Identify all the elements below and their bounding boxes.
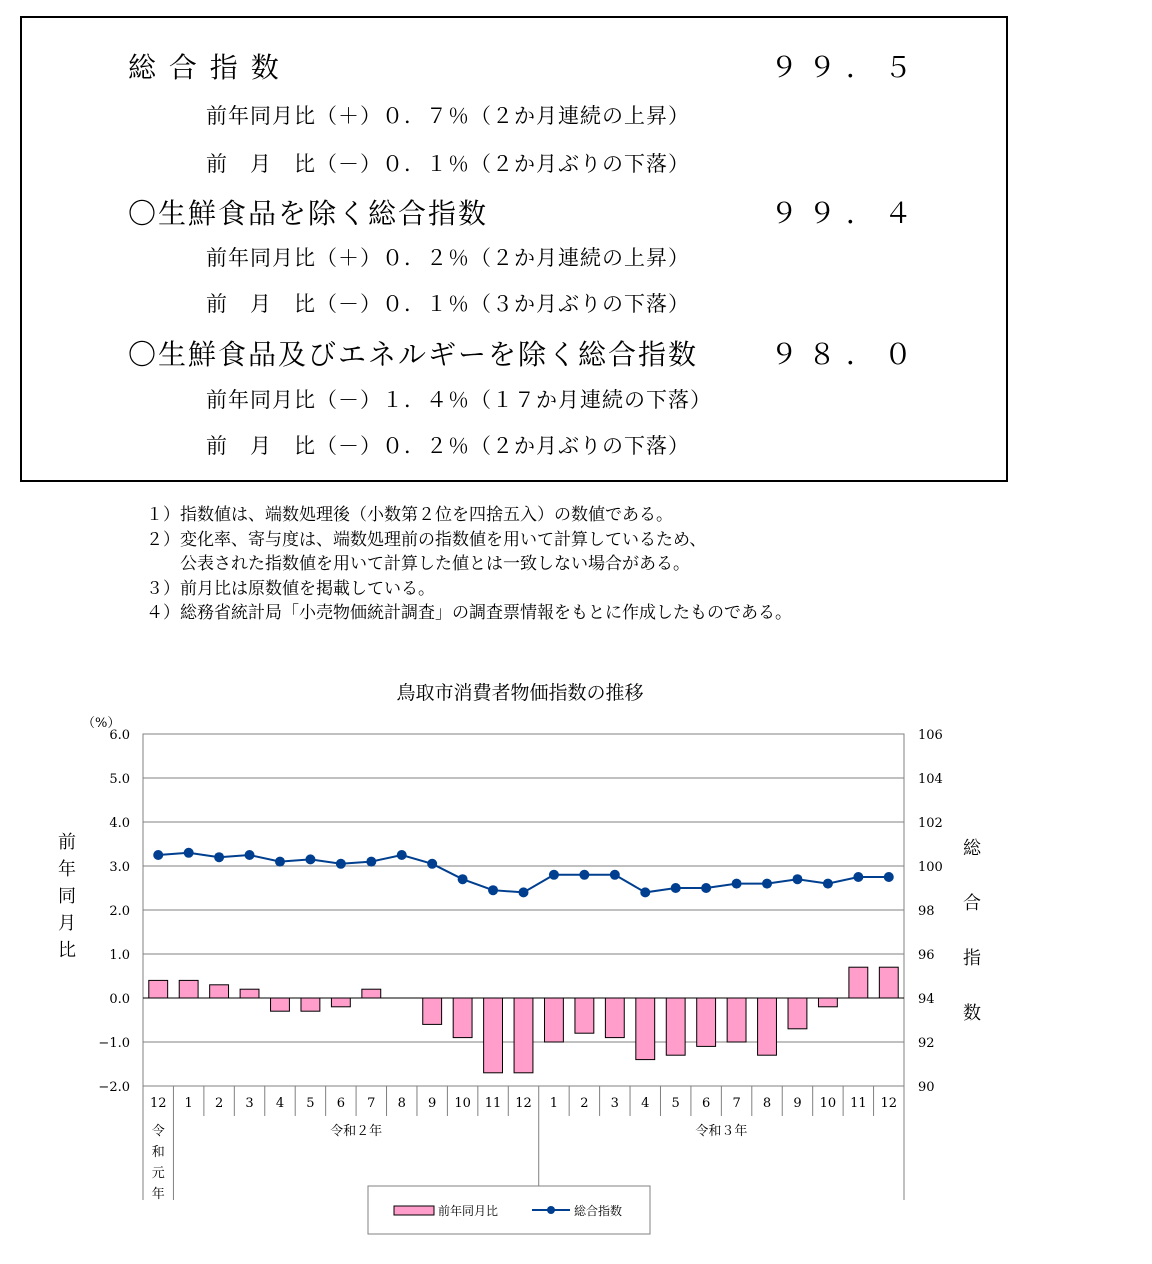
summary-value-1: ９９．５ (770, 51, 923, 84)
bar-yoy (727, 998, 746, 1042)
bar-yoy (271, 998, 290, 1011)
x-tick-label: 9 (428, 1096, 437, 1111)
point-cpi-index (732, 879, 742, 889)
x-tick-label: 11 (484, 1096, 502, 1111)
point-cpi-index (153, 850, 163, 860)
bar-yoy (879, 967, 898, 998)
x-tick-label: 9 (793, 1096, 802, 1111)
legend-label-index: 総合指数 (574, 1204, 623, 1218)
right-axis-label-char: 合 (963, 893, 981, 914)
left-axis-label-char: 同 (58, 886, 76, 907)
bar-yoy (605, 998, 624, 1038)
summary-mom-3: 前 月 比（－）０．２％（２か月ぶりの下落） (206, 434, 690, 458)
point-cpi-index (549, 870, 559, 880)
right-tick-label: 90 (918, 1080, 935, 1095)
right-tick-label: 98 (918, 904, 935, 919)
left-tick-label: 6.0 (109, 728, 130, 743)
left-tick-label: 3.0 (109, 860, 130, 875)
point-cpi-index (640, 887, 650, 897)
bar-yoy (179, 980, 198, 998)
right-tick-label: 100 (918, 860, 943, 875)
right-tick-label: 92 (918, 1036, 935, 1051)
left-tick-label: 0.0 (109, 992, 130, 1007)
left-axis-label-char: 月 (58, 913, 76, 934)
right-tick-label: 94 (918, 992, 935, 1007)
bar-yoy (666, 998, 685, 1055)
point-cpi-index (366, 857, 376, 867)
cpi-chart (0, 700, 1000, 1250)
summary-title-1: 総 合 指 数 (128, 51, 281, 84)
summary-title-2: 〇生鮮食品を除く総合指数 (128, 197, 489, 230)
right-tick-label: 104 (918, 772, 943, 787)
x-tick-label: 10 (819, 1096, 837, 1111)
point-cpi-index (275, 857, 285, 867)
point-cpi-index (884, 872, 894, 882)
point-cpi-index (184, 848, 194, 858)
bar-yoy (453, 998, 472, 1038)
x-tick-label: 2 (580, 1096, 589, 1111)
x-tick-label: 6 (336, 1096, 346, 1111)
bar-yoy (301, 998, 320, 1011)
year-label-char: 令 (151, 1124, 165, 1139)
point-cpi-index (823, 879, 833, 889)
chart-title: 鳥取市消費者物価指数の推移 (396, 682, 644, 704)
x-tick-label: 1 (549, 1096, 559, 1111)
bar-yoy (758, 998, 777, 1055)
x-tick-label: 4 (641, 1096, 650, 1111)
point-cpi-index (336, 859, 346, 869)
left-tick-label: 1.0 (109, 948, 130, 963)
legend-swatch-yoy (394, 1206, 434, 1215)
x-tick-label: 11 (850, 1096, 867, 1111)
point-cpi-index (671, 883, 681, 893)
left-axis-label-char: 比 (58, 940, 76, 961)
year-label-char: 年 (151, 1187, 165, 1202)
legend-swatch-marker (547, 1206, 555, 1214)
summary-yoy-1: 前年同月比（＋）０．７％（２か月連続の上昇） (206, 104, 690, 128)
x-tick-label: 1 (184, 1096, 193, 1111)
legend-label-yoy: 前年同月比 (438, 1204, 499, 1218)
bar-yoy (788, 998, 807, 1029)
note-4: ３）前月比は原数値を掲載している。 (146, 578, 435, 599)
point-cpi-index (853, 872, 863, 882)
right-axis-label-char: 総 (963, 838, 981, 859)
summary-box (20, 16, 1008, 482)
x-tick-label: 7 (367, 1096, 376, 1111)
year-label: 令和２年 (330, 1124, 383, 1139)
bar-yoy (818, 998, 837, 1007)
right-tick-label: 96 (918, 948, 935, 963)
x-tick-label: 4 (275, 1096, 285, 1111)
note-1: １）指数値は、端数処理後（小数第２位を四捨五入）の数値である。 (146, 505, 673, 525)
note-5: ４）総務省統計局「小売物価統計調査」の調査票情報をもとに作成したものである。 (146, 603, 792, 623)
bar-yoy (514, 998, 533, 1073)
x-tick-label: 8 (762, 1096, 772, 1111)
left-tick-label: 5.0 (109, 772, 130, 787)
year-label-char: 和 (151, 1145, 165, 1160)
note-2: ２）変化率、寄与度は、端数処理前の指数値を用いて計算しているため、 (146, 529, 707, 550)
x-tick-label: 10 (454, 1096, 471, 1111)
x-tick-label: 12 (149, 1096, 167, 1111)
x-tick-label: 5 (306, 1096, 315, 1111)
point-cpi-index (610, 870, 620, 880)
point-cpi-index (458, 874, 468, 884)
left-tick-label: 2.0 (109, 904, 130, 919)
x-tick-label: 8 (397, 1096, 406, 1111)
bar-yoy (423, 998, 442, 1024)
summary-value-2: ９９．４ (770, 197, 923, 230)
bar-yoy (210, 985, 229, 998)
summary-title-3: 〇生鮮食品及びエネルギーを除く総合指数 (128, 338, 699, 371)
line-cpi-index (158, 853, 889, 893)
bar-yoy (849, 967, 868, 998)
x-tick-label: 3 (610, 1096, 619, 1111)
point-cpi-index (792, 874, 802, 884)
point-cpi-index (305, 854, 315, 864)
summary-mom-1: 前 月 比（－）０．１％（２か月ぶりの下落） (206, 152, 690, 176)
point-cpi-index (214, 852, 224, 862)
left-tick-label: −2.0 (98, 1080, 130, 1095)
right-axis-label-char: 指 (963, 948, 981, 969)
x-tick-label: 6 (701, 1096, 711, 1111)
bar-yoy (484, 998, 503, 1073)
point-cpi-index (762, 879, 772, 889)
note-3: 公表された指数値を用いて計算した値とは一致しない場合がある。 (146, 554, 690, 574)
bar-yoy (149, 980, 168, 998)
summary-value-3: ９８．０ (770, 338, 923, 371)
x-tick-label: 12 (515, 1096, 532, 1111)
year-label: 令和３年 (695, 1124, 748, 1139)
point-cpi-index (397, 850, 407, 860)
right-tick-label: 102 (918, 816, 943, 831)
summary-yoy-3: 前年同月比（－）１．４％（１７か月連続の下落） (206, 388, 712, 412)
point-cpi-index (488, 885, 498, 895)
x-tick-label: 7 (732, 1096, 741, 1111)
bar-yoy (545, 998, 564, 1042)
point-cpi-index (579, 870, 589, 880)
point-cpi-index (245, 850, 255, 860)
left-axis-label-char: 年 (58, 859, 76, 880)
left-axis-label-char: 前 (58, 832, 76, 853)
summary-yoy-2: 前年同月比（＋）０．２％（２か月連続の上昇） (206, 246, 690, 270)
bar-yoy (331, 998, 350, 1007)
point-cpi-index (519, 887, 529, 897)
year-label-char: 元 (151, 1166, 165, 1181)
bar-yoy (697, 998, 716, 1046)
x-tick-label: 12 (880, 1096, 898, 1111)
right-axis-label-char: 数 (963, 1003, 981, 1024)
x-tick-label: 5 (671, 1096, 680, 1111)
x-tick-label: 3 (245, 1096, 254, 1111)
point-cpi-index (427, 859, 437, 869)
notes (146, 503, 792, 626)
x-tick-label: 2 (214, 1096, 224, 1111)
bar-yoy (575, 998, 594, 1033)
bar-yoy (636, 998, 655, 1060)
left-tick-label: −1.0 (98, 1036, 130, 1051)
right-tick-label: 106 (918, 728, 943, 743)
bar-yoy (362, 989, 381, 998)
left-tick-label: 4.0 (109, 816, 130, 831)
summary-mom-2: 前 月 比（－）０．１％（３か月ぶりの下落） (206, 292, 690, 316)
point-cpi-index (701, 883, 711, 893)
left-axis-unit: （%） (82, 716, 121, 731)
bar-yoy (240, 989, 259, 998)
